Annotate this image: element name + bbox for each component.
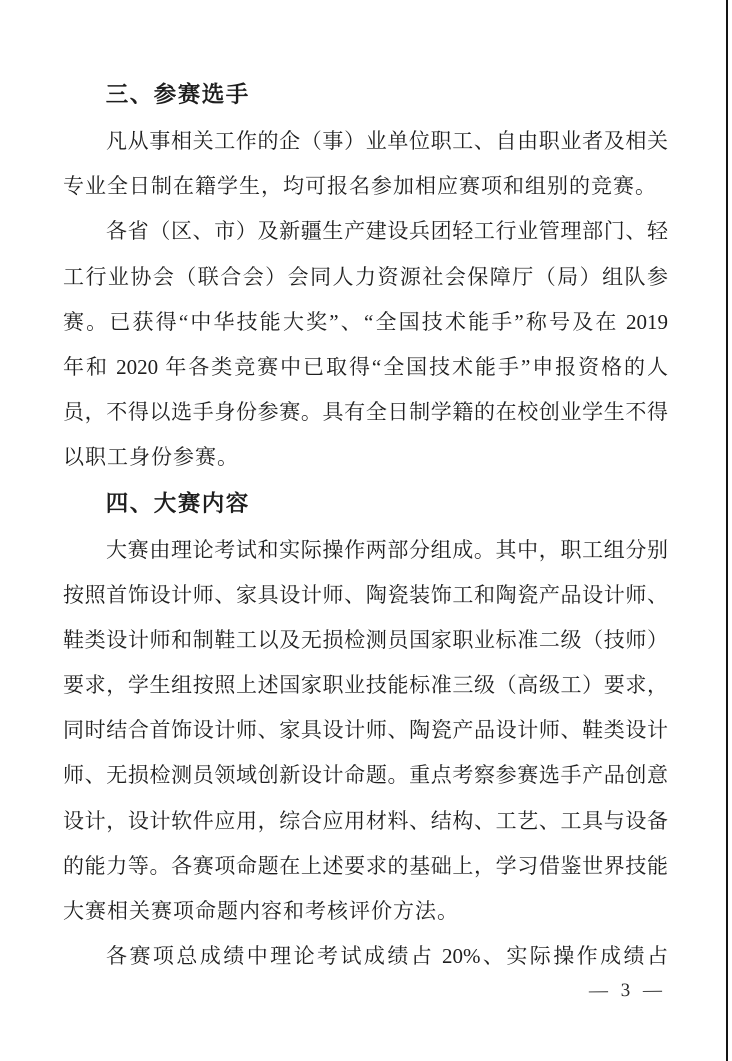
text-line: 赛。已获得“中华技能大奖”、“全国技术能手”称号及在 2019 bbox=[63, 309, 668, 334]
text-line: 各赛项总成绩中理论考试成绩占 20%、实际操作成绩占 bbox=[106, 944, 668, 969]
text-line: 员，不得以选手身份参赛。具有全日制学籍的在校创业学生不得 bbox=[63, 400, 668, 425]
text-line: 凡从事相关工作的企（事）业单位职工、自由职业者及相关 bbox=[106, 129, 668, 153]
section-heading: 四、大赛内容 bbox=[105, 490, 250, 516]
text-line: 设计，设计软件应用，综合应用材料、结构、工艺、工具与设备 bbox=[63, 808, 668, 833]
paragraph bbox=[63, 934, 668, 979]
text-line: 要求，学生组按照上述国家职业技能标准三级（高级工）要求， bbox=[63, 673, 668, 698]
paragraph bbox=[63, 119, 668, 209]
scan-edge-line bbox=[726, 0, 728, 1061]
text-line: 鞋类设计师和制鞋工以及无损检测员国家职业标准二级（技师） bbox=[63, 627, 668, 652]
text-line: 专业全日制在籍学生，均可报名参加相应赛项和组别的竞赛。 bbox=[63, 174, 657, 199]
text-line: 各省（区、市）及新疆生产建设兵团轻工行业管理部门、轻 bbox=[106, 219, 668, 244]
text-line: 工行业协会（联合会）会同人力资源社会保障厅（局）组队参 bbox=[63, 264, 668, 289]
text-line: 同时结合首饰设计师、家具设计师、陶瓷产品设计师、鞋类设计 bbox=[63, 718, 668, 743]
text-line: 大赛由理论考试和实际操作两部分组成。其中，职工组分别 bbox=[106, 537, 668, 562]
page-number: — 3 — bbox=[588, 979, 667, 1002]
document-body bbox=[63, 72, 668, 979]
text-line: 大赛相关赛项命题内容和考核评价方法。 bbox=[63, 899, 459, 923]
text-line: 师、无损检测员领域创新设计命题。重点考察参赛选手产品创意 bbox=[63, 763, 668, 788]
section-heading: 三、参赛选手 bbox=[105, 82, 250, 107]
text-line: 按照首饰设计师、家具设计师、陶瓷装饰工和陶瓷产品设计师、 bbox=[63, 582, 668, 607]
text-line: 年和 2020 年各类竞赛中已取得“全国技术能手”申报资格的人 bbox=[63, 354, 668, 379]
paragraph bbox=[63, 209, 668, 480]
text-line: 的能力等。各赛项命题在上述要求的基础上，学习借鉴世界技能 bbox=[63, 853, 668, 878]
text-line: 以职工身份参赛。 bbox=[63, 445, 239, 470]
paragraph bbox=[63, 528, 668, 935]
